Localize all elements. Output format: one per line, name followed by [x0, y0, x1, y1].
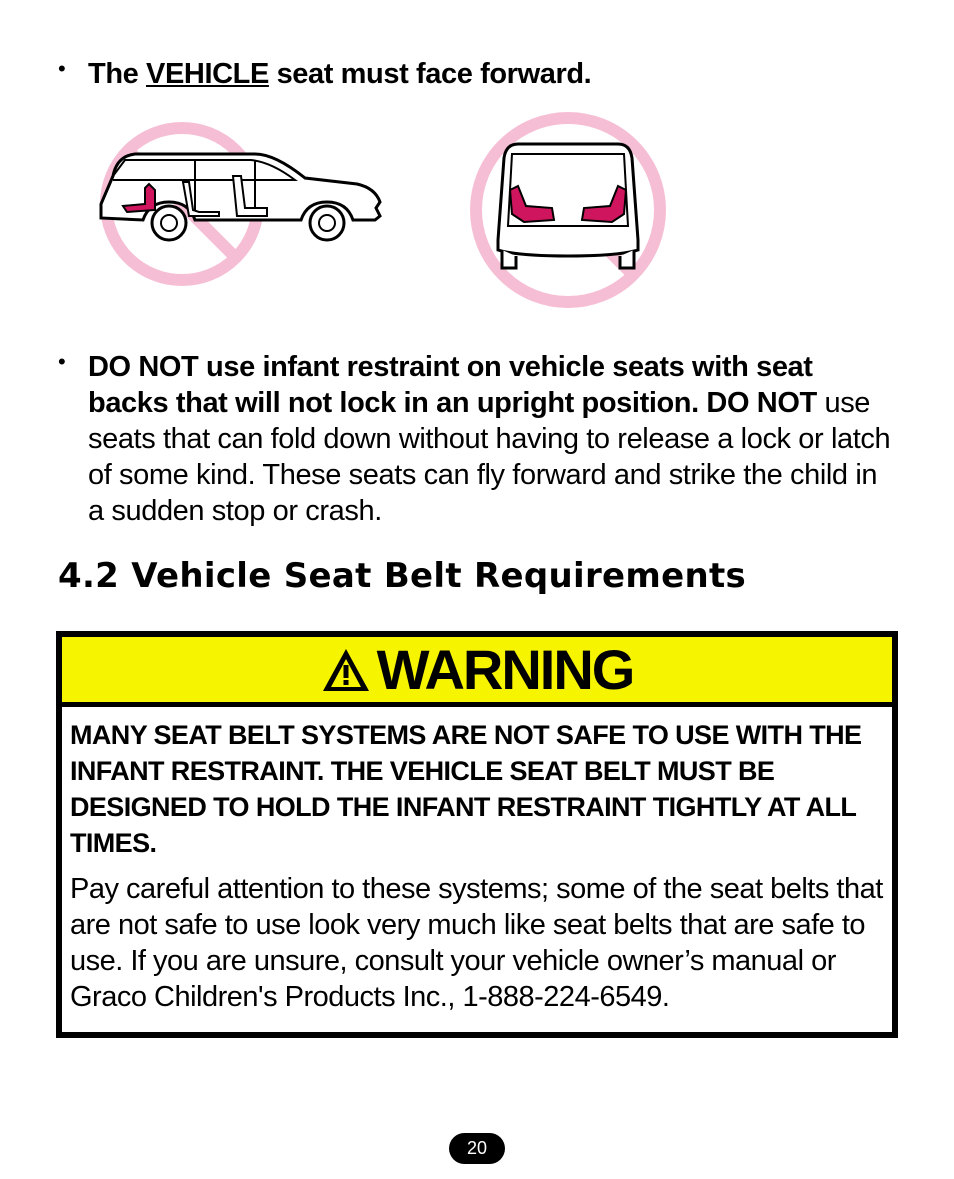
bullet-seat-backs — [58, 349, 894, 529]
warning-body-text: Pay careful attention to these systems; some of the seat belts that are not safe to use look very much like seat belts that are safe to use. If you are unsure, consult your vehicle owner’s manual or Graco Children's Products Inc., 1-888-224-6549. — [70, 873, 883, 1013]
bullet-marker: • — [58, 349, 66, 374]
bullet-text — [88, 349, 894, 529]
side-facing-seat-car-icon — [95, 116, 390, 291]
warning-body — [62, 707, 892, 1015]
warning-header — [62, 637, 892, 707]
page-number: 20 — [449, 1133, 505, 1164]
warning-box — [56, 631, 898, 1038]
bullet-text-post: seat must face forward. — [268, 58, 592, 90]
section-heading: 4.2 Vehicle Seat Belt Requirements — [58, 556, 747, 596]
warning-caps-text: MANY SEAT BELT SYSTEMS ARE NOT SAFE TO USE WITH THE INFANT RESTRAINT. THE VEHICLE SEAT BELT MUST BE DESIGNED TO HOLD THE INFANT RESTRAINT TIGHTLY AT ALL TIMES. — [70, 720, 862, 858]
warning-title: WARNING — [376, 638, 634, 701]
rear-facing-seat-car-icon — [468, 110, 668, 310]
bullet-text-underlined: VEHICLE — [146, 58, 269, 90]
bullet-text-bold: DO NOT use infant restraint on vehicle seats with seat backs that will not lock in an upright position. DO NOT — [88, 351, 817, 419]
bullet-vehicle-forward — [58, 56, 894, 92]
bullet-text — [88, 56, 894, 92]
bullet-text-normal: use seats that can fold down without having to release a lock or latch of some kind. These seats can fly forward and strike the child in a sudden stop or crash. — [88, 387, 891, 527]
bullet-text-pre: The — [88, 58, 147, 90]
warning-triangle-icon — [321, 647, 371, 693]
bullet-marker: • — [58, 56, 66, 81]
